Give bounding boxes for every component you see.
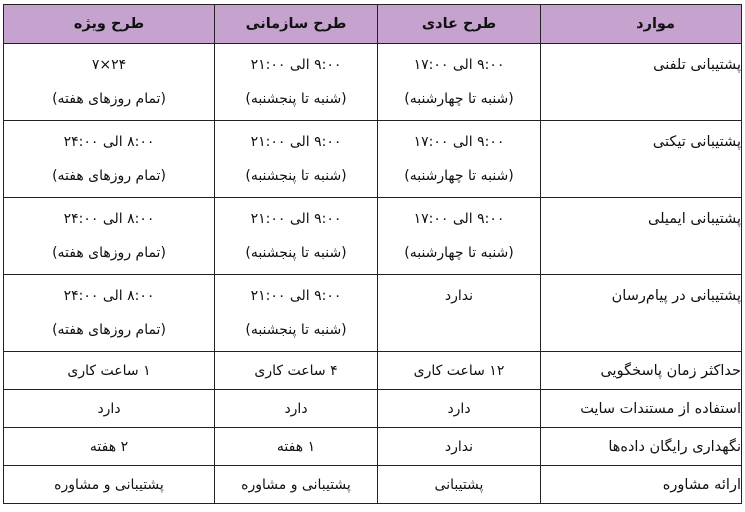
standard-plan-cell xyxy=(378,275,541,352)
table-row xyxy=(4,275,742,352)
hours-text: ۸:۰۰ الی ۲۴:۰۰ xyxy=(63,288,155,304)
organizational-plan-cell xyxy=(215,121,378,198)
table-row xyxy=(4,352,742,390)
header-organizational-plan: طرح سازمانی xyxy=(215,5,378,44)
feature-cell xyxy=(541,121,742,198)
feature-cell xyxy=(541,44,742,121)
standard-plan-value: ۱۲ ساعت کاری xyxy=(378,352,541,390)
table-row xyxy=(4,198,742,275)
special-plan-cell xyxy=(4,275,215,352)
special-plan-value: ۲ هفته xyxy=(4,428,215,466)
feature-label: ارائه مشاوره xyxy=(541,466,742,504)
feature-cell xyxy=(541,275,742,352)
hours-text: ۹:۰۰ الی ۱۷:۰۰ xyxy=(413,134,505,150)
special-plan-cell xyxy=(4,121,215,198)
special-plan-cell xyxy=(4,44,215,121)
hours-text: ۲۴×۷ xyxy=(91,57,127,73)
feature-label: نگهداری رایگان داده‌ها xyxy=(541,428,742,466)
hours-text: ۹:۰۰ الی ۲۱:۰۰ xyxy=(250,57,342,73)
days-text: (شنبه تا چهارشنبه) xyxy=(404,245,514,261)
organizational-plan-cell xyxy=(215,198,378,275)
table-row xyxy=(4,428,742,466)
header-standard-plan: طرح عادی xyxy=(378,5,541,44)
table-row xyxy=(4,44,742,121)
organizational-plan-value: ۴ ساعت کاری xyxy=(215,352,378,390)
organizational-plan-value: ۱ هفته xyxy=(215,428,378,466)
organizational-plan-value: پشتیبانی و مشاوره xyxy=(215,466,378,504)
hours-text: ۹:۰۰ الی ۲۱:۰۰ xyxy=(250,288,342,304)
standard-plan-value: پشتیبانی xyxy=(378,466,541,504)
hours-text: ۸:۰۰ الی ۲۴:۰۰ xyxy=(63,211,155,227)
hours-text: ۸:۰۰ الی ۲۴:۰۰ xyxy=(63,134,155,150)
table-row xyxy=(4,121,742,198)
special-plan-value: ۱ ساعت کاری xyxy=(4,352,215,390)
organizational-plan-cell xyxy=(215,275,378,352)
standard-plan-value: ندارد xyxy=(378,428,541,466)
special-plan-value: دارد xyxy=(4,390,215,428)
feature-cell xyxy=(541,198,742,275)
hours-text: ۹:۰۰ الی ۱۷:۰۰ xyxy=(413,57,505,73)
table-row xyxy=(4,390,742,428)
organizational-plan-value: دارد xyxy=(215,390,378,428)
feature-label: پشتیبانی تلفنی xyxy=(653,57,741,73)
support-plans-table xyxy=(3,4,742,504)
feature-label: حداکثر زمان پاسخگویی xyxy=(541,352,742,390)
special-plan-value: پشتیبانی و مشاوره xyxy=(4,466,215,504)
hours-text: ۹:۰۰ الی ۲۱:۰۰ xyxy=(250,211,342,227)
special-plan-cell xyxy=(4,198,215,275)
days-text: (تمام روزهای هفته) xyxy=(52,91,166,107)
days-text: (شنبه تا پنجشنبه) xyxy=(245,168,347,184)
feature-label: پشتیبانی تیکتی xyxy=(652,134,741,150)
standard-plan-cell xyxy=(378,121,541,198)
table-row xyxy=(4,466,742,504)
availability-text: ندارد xyxy=(444,288,474,304)
days-text: (شنبه تا پنجشنبه) xyxy=(245,245,347,261)
feature-label: پشتیبانی ایمیلی xyxy=(648,211,741,227)
days-text: (شنبه تا پنجشنبه) xyxy=(245,322,347,338)
feature-label: استفاده از مستندات سایت xyxy=(541,390,742,428)
feature-label: پشتیبانی در پیام‌رسان xyxy=(611,288,741,304)
standard-plan-value: دارد xyxy=(378,390,541,428)
days-text: (تمام روزهای هفته) xyxy=(52,245,166,261)
header-feature: موارد xyxy=(541,5,742,44)
days-text: (شنبه تا چهارشنبه) xyxy=(404,91,514,107)
days-text: (تمام روزهای هفته) xyxy=(52,322,166,338)
days-text: (شنبه تا پنجشنبه) xyxy=(245,91,347,107)
days-text: (تمام روزهای هفته) xyxy=(52,168,166,184)
header-special-plan: طرح ویژه xyxy=(4,5,215,44)
hours-text: ۹:۰۰ الی ۱۷:۰۰ xyxy=(413,211,505,227)
organizational-plan-cell xyxy=(215,44,378,121)
hours-text: ۹:۰۰ الی ۲۱:۰۰ xyxy=(250,134,342,150)
standard-plan-cell xyxy=(378,198,541,275)
standard-plan-cell xyxy=(378,44,541,121)
days-text: (شنبه تا چهارشنبه) xyxy=(404,168,514,184)
header-row xyxy=(4,5,742,44)
